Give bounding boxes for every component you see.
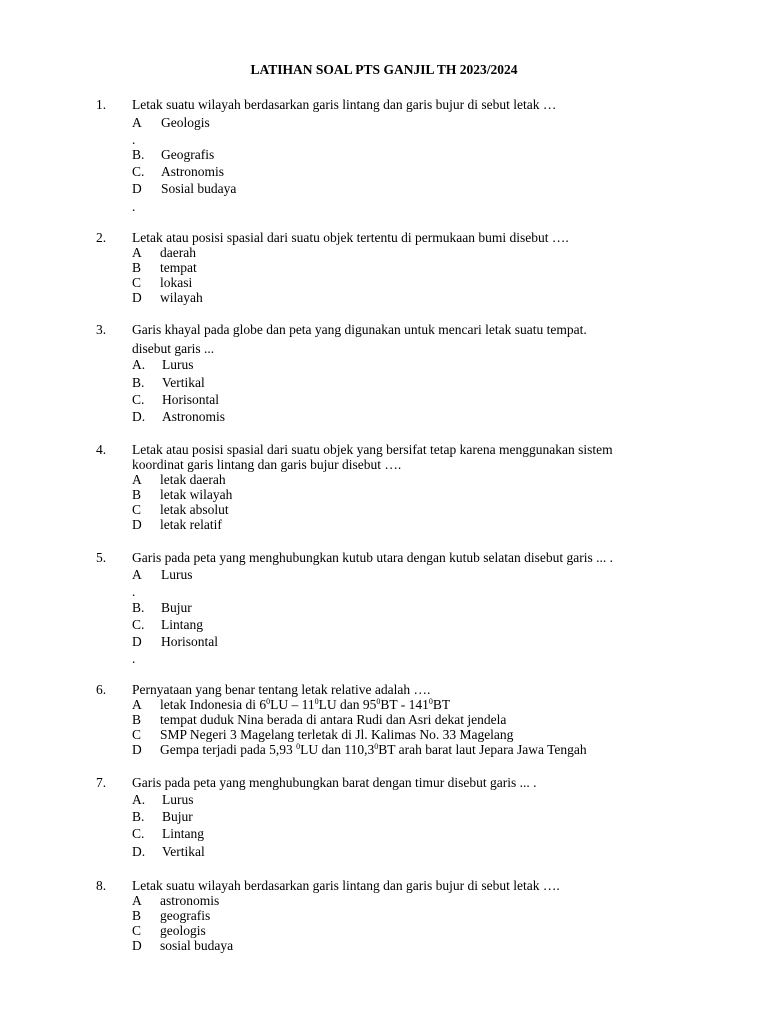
option-d: D sosial budaya xyxy=(132,938,234,953)
option-d: D Gempa terjadi pada 5,93 $^0$LU dan 110,3$^0$BT arah barat laut Jepara Jawa Tengah xyxy=(132,742,587,757)
question-text: Letak atau posisi spasial dari suatu objek tertentu di permukaan bumi disebut …. xyxy=(132,230,569,245)
option-c: C SMP Negeri 3 Magelang terletak di Jl. Kalimas No. 33 Magelang xyxy=(132,727,514,742)
stray-dot: . xyxy=(132,132,136,147)
question-text: Letak suatu wilayah berdasarkan garis lintang dan garis bujur di sebut letak … xyxy=(132,97,557,112)
question-number: 8. xyxy=(96,878,107,893)
question-number: 1. xyxy=(96,97,107,112)
option-b: B. Vertikal xyxy=(132,375,205,390)
option-c: C. Horisontal xyxy=(132,392,219,407)
option-a: A astronomis xyxy=(132,893,220,908)
stray-dot: . xyxy=(132,199,136,214)
option-a: A daerah xyxy=(132,245,196,260)
page-title: LATIHAN SOAL PTS GANJIL TH 2023/2024 xyxy=(250,62,518,77)
question-text: Pernyataan yang benar tentang letak relative adalah …. xyxy=(132,682,431,697)
option-d: D. Astronomis xyxy=(132,409,226,424)
stray-dot: . xyxy=(132,651,136,666)
option-c: C geologis xyxy=(132,923,206,938)
option-a: A letak daerah xyxy=(132,472,226,487)
option-c: C lokasi xyxy=(132,275,193,290)
question-number: 5. xyxy=(96,550,107,565)
option-a: A. Lurus xyxy=(132,357,194,372)
option-b: B tempat xyxy=(132,260,197,275)
option-a: A Geologis xyxy=(132,115,210,130)
option-d: D wilayah xyxy=(132,290,203,305)
option-b: B tempat duduk Nina berada di antara Rudi dan Asri dekat jendela xyxy=(132,712,507,727)
question-number: 6. xyxy=(96,682,107,697)
option-a: A. Lurus xyxy=(132,792,194,807)
option-c: C letak absolut xyxy=(132,502,229,517)
option-b: B. Geografis xyxy=(132,147,215,162)
question-text: Letak suatu wilayah berdasarkan garis lintang dan garis bujur di sebut letak …. xyxy=(132,878,560,893)
option-b: B letak wilayah xyxy=(132,487,233,502)
option-d: D Sosial budaya xyxy=(132,181,237,196)
question-number: 4. xyxy=(96,442,107,457)
question-text-line-1: Garis khayal pada globe dan peta yang digunakan untuk mencari letak suatu tempat. xyxy=(132,322,587,337)
question-text-line-2: disebut garis ... xyxy=(132,341,215,356)
option-d: D letak relatif xyxy=(132,517,222,532)
stray-dot: . xyxy=(132,584,136,599)
option-b: B. Bujur xyxy=(132,600,192,615)
option-d: D. Vertikal xyxy=(132,844,205,859)
option-c: C. Lintang xyxy=(132,826,204,841)
option-b: B. Bujur xyxy=(132,809,193,824)
question-number: 7. xyxy=(96,775,107,790)
question-text-line-1: Letak atau posisi spasial dari suatu objek yang bersifat tetap karena menggunakan sistem xyxy=(132,442,613,457)
option-c: C. Lintang xyxy=(132,617,203,632)
option-a: A letak Indonesia di $6^0LU - 11^0LU$ dan $95^0BT - 141^0BT$ xyxy=(132,697,451,712)
option-c: C. Astronomis xyxy=(132,164,225,179)
option-a: A Lurus xyxy=(132,567,193,582)
question-number: 2. xyxy=(96,230,107,245)
question-text: Garis pada peta yang menghubungkan barat dengan timur disebut garis ... . xyxy=(132,775,537,790)
question-text-line-2: koordinat garis lintang dan garis bujur disebut …. xyxy=(132,457,402,472)
question-number: 3. xyxy=(96,322,107,337)
question-text: Garis pada peta yang menghubungkan kutub utara dengan kutub selatan disebut garis ... . xyxy=(132,550,613,565)
option-d: D Horisontal xyxy=(132,634,218,649)
option-b: B geografis xyxy=(132,908,211,923)
